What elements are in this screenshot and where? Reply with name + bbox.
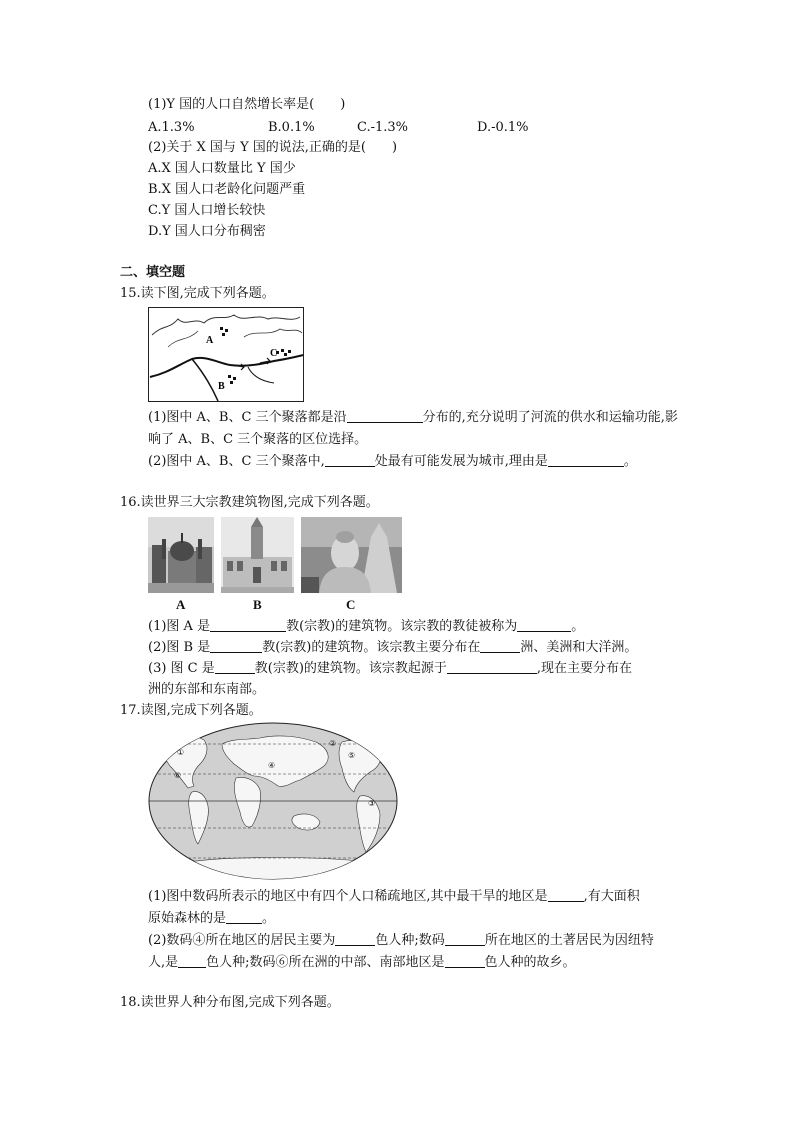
q14-sub2-option-d: D.Y 国人口分布稠密 bbox=[148, 224, 266, 239]
q16-sub1-text-b: 教(宗教)的建筑物。该宗教的教徒被称为 bbox=[286, 619, 518, 634]
q17-blank-3[interactable] bbox=[335, 932, 375, 946]
q16-sub3-line2: 洲的东部和东南部。 bbox=[148, 682, 266, 697]
q16-sub3-text-a: (3) 图 C 是 bbox=[148, 661, 215, 676]
map-number-2: ② bbox=[329, 739, 337, 748]
q16-sub1 bbox=[148, 618, 584, 635]
q14-option-d: D.-0.1% bbox=[477, 120, 529, 135]
q15-sub2 bbox=[148, 453, 637, 470]
q16-sub2-text-b: 教(宗教)的建筑物。该宗教主要分布在 bbox=[262, 640, 481, 655]
q17-sub2-line2 bbox=[148, 954, 576, 971]
map-label-b: B bbox=[218, 381, 225, 392]
photo-a-mosque bbox=[148, 517, 214, 593]
q15-blank-2[interactable] bbox=[325, 453, 375, 467]
q15-sub1-text-a: (1)图中 A、B、C 三个聚落都是沿 bbox=[148, 410, 347, 425]
q14-option-b: B.0.1% bbox=[268, 120, 315, 135]
map-number-3: ③ bbox=[368, 799, 376, 808]
q17-sub1-line2 bbox=[148, 910, 275, 927]
q17-sub2-text-f: 色人种的故乡。 bbox=[484, 955, 576, 970]
q16-sub2 bbox=[148, 639, 637, 656]
world-map bbox=[148, 722, 398, 880]
q17-blank-4[interactable] bbox=[445, 932, 485, 946]
q16-sub1-text-a: (1)图 A 是 bbox=[148, 619, 211, 634]
q15-sub1-line2: 响了 A、B、C 三个聚落的区位选择。 bbox=[148, 432, 368, 447]
map-number-4: ④ bbox=[268, 761, 276, 770]
q16-blank-5[interactable] bbox=[215, 660, 255, 674]
q16-sub1-text-c: 。 bbox=[571, 619, 585, 634]
q17-sub2-text-b: 色人种;数码 bbox=[375, 933, 445, 948]
q16-sub2-text-c: 洲、美洲和大洋洲。 bbox=[520, 640, 638, 655]
q15-sub1-text-b: 分布的,充分说明了河流的供水和运输功能,影 bbox=[422, 410, 678, 425]
q17-sub2-text-d: 人,是 bbox=[148, 955, 179, 970]
q15-sub2-text-c: 。 bbox=[623, 454, 637, 469]
q15-blank-3[interactable] bbox=[548, 453, 624, 467]
q17-blank-6[interactable] bbox=[445, 954, 485, 968]
q15-stem: 15.读下图,完成下列各题。 bbox=[120, 286, 275, 301]
map-label-c: C bbox=[270, 348, 278, 359]
q16-blank-6[interactable] bbox=[447, 660, 537, 674]
photo-c-buddha bbox=[301, 517, 402, 593]
q16-blank-1[interactable] bbox=[210, 618, 286, 632]
q16-blank-4[interactable] bbox=[480, 639, 520, 653]
q17-blank-2[interactable] bbox=[226, 910, 262, 924]
q17-sub2-text-e: 色人种;数码⑥所在洲的中部、南部地区是 bbox=[206, 955, 445, 970]
section-heading: 二、填空题 bbox=[120, 265, 186, 280]
q17-sub1-text-c: 原始森林的是 bbox=[148, 911, 227, 926]
q16-blank-3[interactable] bbox=[210, 639, 262, 653]
q15-sub2-text-a: (2)图中 A、B、C 三个聚落中, bbox=[148, 454, 325, 469]
q17-blank-1[interactable] bbox=[548, 888, 584, 902]
q14-sub2: (2)关于 X 国与 Y 国的说法,正确的是( ) bbox=[148, 140, 398, 155]
q14-option-c: C.-1.3% bbox=[357, 120, 409, 135]
q18-stem: 18.读世界人种分布图,完成下列各题。 bbox=[120, 995, 340, 1010]
q16-sub3-text-c: ,现在主要分布在 bbox=[536, 661, 633, 676]
map-number-1: ① bbox=[177, 748, 185, 757]
map-number-6: ⑥ bbox=[174, 771, 182, 780]
q17-sub1 bbox=[148, 888, 640, 905]
map-label-a: A bbox=[206, 335, 214, 346]
q14-sub2-option-c: C.Y 国人口增长较快 bbox=[148, 203, 266, 218]
q15-sub1-line1 bbox=[148, 409, 678, 426]
q15-sub2-text-b: 处最有可能发展为城市,理由是 bbox=[374, 454, 548, 469]
q17-sub1-text-b: ,有大面积 bbox=[583, 889, 640, 904]
settlement-river-map bbox=[148, 307, 304, 402]
q16-stem: 16.读世界三大宗教建筑物图,完成下列各题。 bbox=[120, 495, 379, 510]
q17-sub2-text-c: 所在地区的土著居民为因纽特 bbox=[484, 933, 654, 948]
photo-caption-a: A bbox=[176, 597, 186, 612]
q14-sub2-option-b: B.X 国人口老龄化问题严重 bbox=[148, 182, 306, 197]
q17-sub1-text-a: (1)图中数码所表示的地区中有四个人口稀疏地区,其中最干旱的地区是 bbox=[148, 889, 548, 904]
q17-blank-5[interactable] bbox=[178, 954, 206, 968]
q17-sub2 bbox=[148, 932, 654, 949]
photo-caption-c: C bbox=[346, 597, 356, 612]
q14-sub1: (1)Y 国的人口自然增长率是( ) bbox=[148, 97, 346, 112]
photo-b-church bbox=[221, 517, 294, 593]
q14-option-a: A.1.3% bbox=[148, 120, 195, 135]
q14-sub2-option-a: A.X 国人口数量比 Y 国少 bbox=[148, 161, 296, 176]
q16-blank-2[interactable] bbox=[517, 618, 571, 632]
q16-sub2-text-a: (2)图 B 是 bbox=[148, 640, 211, 655]
q17-sub1-text-d: 。 bbox=[262, 911, 276, 926]
map-number-5: ⑤ bbox=[348, 751, 356, 760]
q17-sub2-text-a: (2)数码④所在地区的居民主要为 bbox=[148, 933, 336, 948]
q16-sub3 bbox=[148, 660, 632, 677]
q17-stem: 17.读图,完成下列各题。 bbox=[120, 703, 262, 718]
photo-caption-b: B bbox=[253, 597, 262, 612]
q15-blank-1[interactable] bbox=[347, 409, 423, 423]
q16-sub3-text-b: 教(宗教)的建筑物。该宗教起源于 bbox=[254, 661, 447, 676]
